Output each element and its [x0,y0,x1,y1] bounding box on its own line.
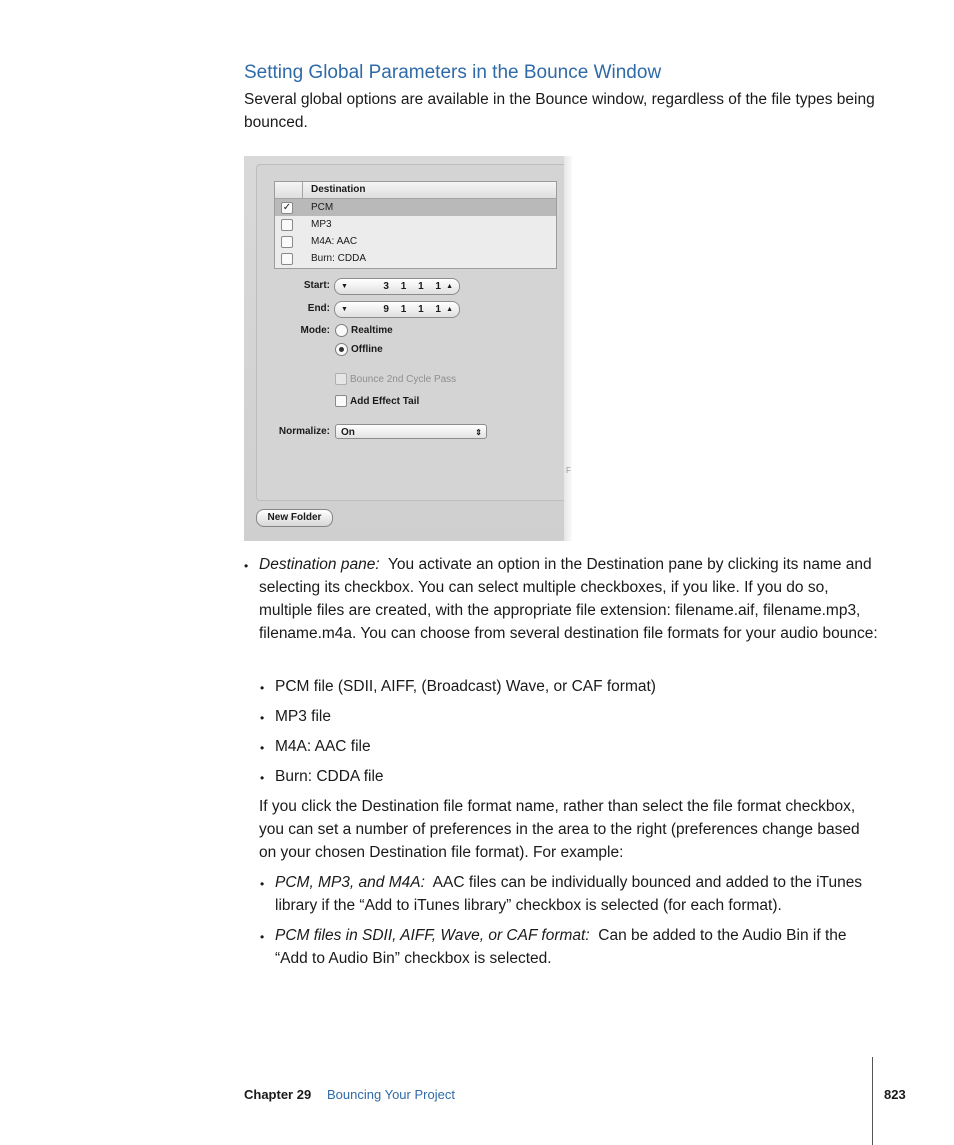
bounce-cycle-label: Bounce 2nd Cycle Pass [350,374,457,385]
add-tail-checkbox[interactable] [335,395,347,407]
offline-label: Offline [351,344,383,355]
realtime-radio[interactable] [335,324,348,337]
destination-label: M4A: AAC [311,236,358,247]
example-1-term: PCM, MP3, and M4A: [275,874,425,891]
footer-chapter: Chapter 29 [244,1087,312,1102]
updown-arrows-icon: ⇕ [475,428,482,437]
format-item: MP3 file [275,708,331,725]
bullet: • [260,930,265,944]
page-number: 823 [884,1087,906,1102]
start-value: 3 1 1 1 [383,281,441,292]
destination-label: PCM [311,202,334,213]
burn-checkbox[interactable] [281,253,293,265]
bullet: • [244,559,249,573]
bullet: • [260,681,265,695]
add-tail-label: Add Effect Tail [350,396,420,407]
footer-divider [872,1057,873,1145]
normalize-select[interactable] [335,424,487,439]
cropped-label: F [566,466,571,475]
normalize-label: Normalize: [278,426,330,437]
start-label: Start: [303,280,330,291]
destination-row-burn[interactable] [275,250,556,267]
example-1-text: AAC files can be individually bounced and added to the iTunes library if the “Add to iTunes library” checkbox is selected (for each format). [275,874,863,914]
destination-row-pcm[interactable] [275,199,556,216]
destination-label: Burn: CDDA [311,253,367,264]
realtime-label: Realtime [351,325,393,336]
m4a-checkbox[interactable] [281,236,293,248]
offline-radio[interactable] [335,343,348,356]
bounce-cycle-checkbox[interactable] [335,373,347,385]
destination-table [274,181,557,269]
chevron-down-icon[interactable]: ▼ [341,306,348,313]
destination-row-m4a[interactable] [275,233,556,250]
example-item-1 [275,871,879,917]
bullet: • [260,711,265,725]
chevron-down-icon[interactable]: ▼ [341,283,348,290]
mode-label: Mode: [300,325,330,336]
new-folder-button[interactable]: New Folder [256,509,333,527]
bullet: • [260,771,265,785]
chevron-up-icon[interactable]: ▲ [446,283,453,290]
bullet: • [260,741,265,755]
destination-header: Destination [275,182,556,199]
format-item: PCM file (SDII, AIFF, (Broadcast) Wave, or CAF format) [275,678,656,695]
section-heading: Setting Global Parameters in the Bounce Window [244,62,662,83]
destination-row-mp3[interactable] [275,216,556,233]
end-position-stepper[interactable] [334,301,460,318]
bullet: • [260,877,265,891]
intro-paragraph: Several global options are available in the Bounce window, regardless of the file types being bounced. [244,91,875,131]
chevron-up-icon[interactable]: ▲ [446,306,453,313]
end-value: 9 1 1 1 [383,304,441,315]
mp3-checkbox[interactable] [281,219,293,231]
end-label: End: [307,303,330,314]
figure-edge [564,156,572,541]
destination-label: MP3 [311,219,332,230]
example-2-term: PCM files in SDII, AIFF, Wave, or CAF format: [275,927,590,944]
destination-pane-term: Destination pane: [259,556,380,573]
example-2-text: Can be added to the Audio Bin if the “Add to Audio Bin” checkbox is selected. [275,927,847,967]
format-item: M4A: AAC file [275,738,371,755]
example-item-2 [275,924,879,970]
start-position-stepper[interactable] [334,278,460,295]
bounce-window-figure [244,156,572,541]
footer-chapter-title: Bouncing Your Project [327,1087,455,1102]
format-item: Burn: CDDA file [275,768,384,785]
destination-pane-text: You activate an option in the Destination pane by clicking its name and selecting its checkbox. You can select multiple checkboxes, if you like. If you do so, multiple files are created, with the appropriate file extension: filename.aif, filename.mp3, filename.m4a. You can choose from several destination file formats for your audio bounce: [259,556,878,642]
pcm-checkbox[interactable]: ✓ [282,202,292,213]
destination-pane-paragraph [259,553,879,645]
preferences-paragraph: If you click the Destination file format name, rather than select the file format checkbox, you can set a number of preferences in the area to the right (preferences change based on your chosen Destination file format). For example: [259,798,860,861]
normalize-value: On [341,427,355,438]
